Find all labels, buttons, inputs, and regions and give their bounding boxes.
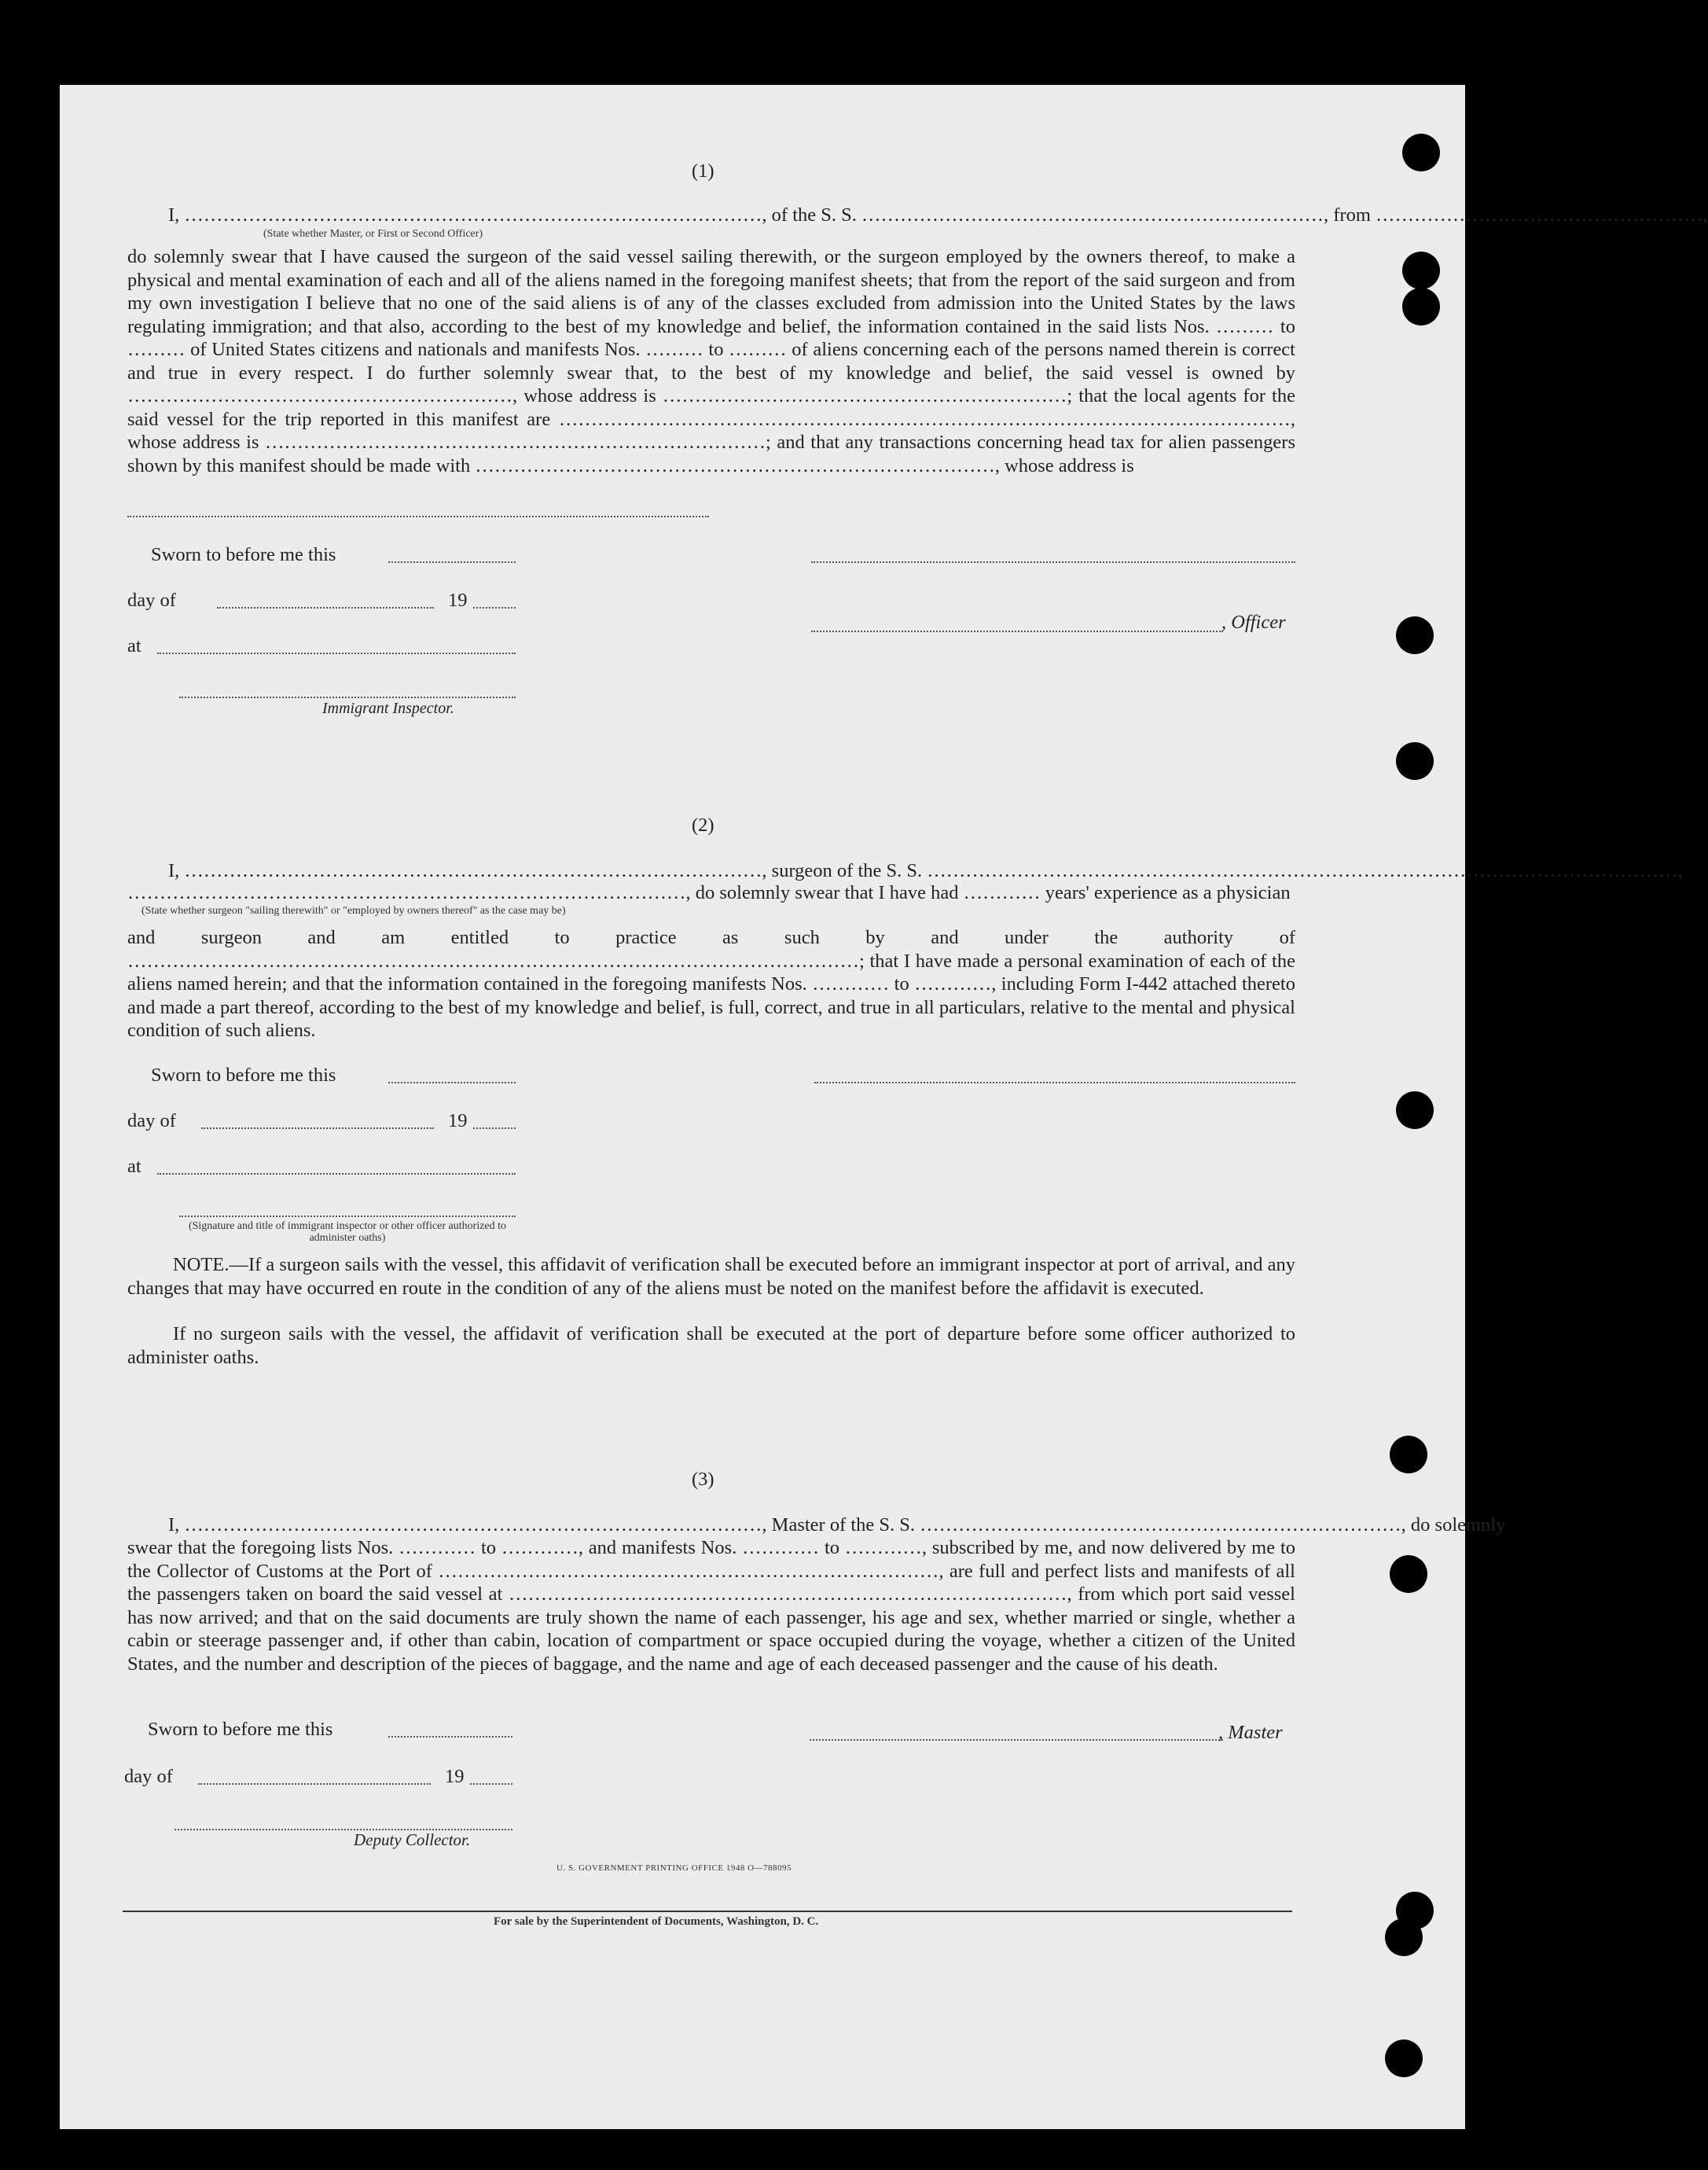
section-3-day-line xyxy=(198,1783,431,1785)
for-sale-notice: For sale by the Superintendent of Documents, Washington, D. C. xyxy=(494,1915,819,1928)
section-1-address-line xyxy=(127,516,709,517)
section-2-year: 19 xyxy=(448,1110,468,1131)
section-1-sworn: Sworn to before me this xyxy=(151,544,336,565)
section-1-at-line xyxy=(157,653,516,654)
section-3-sworn-line xyxy=(388,1736,512,1738)
section-1-officer: , Officer xyxy=(1221,612,1286,633)
section-1-officer-hint: (State whether Master, or First or Second Officer) xyxy=(263,228,483,240)
footer-rule xyxy=(123,1911,1292,1912)
section-2-year-line xyxy=(473,1127,516,1129)
section-2-at-line xyxy=(157,1173,516,1175)
section-2-signature-line xyxy=(814,1082,1295,1083)
section-2-day-of: day of xyxy=(127,1110,176,1131)
punch-hole xyxy=(1402,288,1440,326)
printing-office-imprint: U. S. GOVERNMENT PRINTING OFFICE 1948 O—788095 xyxy=(556,1863,792,1873)
section-3-line1: I, ………………………………………………………………………………, Master of the S. S. …………………………………………………………………, do solemnly xyxy=(168,1514,1506,1536)
section-2-line1: I, ………………………………………………………………………………, surgeon of the S. S. ………………………………………………………………………………………………………, xyxy=(168,860,1683,881)
section-3-year: 19 xyxy=(445,1766,465,1787)
punch-hole xyxy=(1390,1436,1427,1473)
section-1-day-line xyxy=(217,607,434,609)
section-1-day-of: day of xyxy=(127,590,176,611)
section-1-year-line xyxy=(473,607,516,609)
section-1-year: 19 xyxy=(448,590,468,611)
section-3-sworn: Sworn to before me this xyxy=(148,1719,333,1740)
punch-hole xyxy=(1385,2039,1423,2077)
section-1-inspector: Immigrant Inspector. xyxy=(322,700,454,717)
punch-hole xyxy=(1402,134,1440,171)
section-2-number: (2) xyxy=(692,815,714,836)
section-2-line2: ……………………………………………………………………………, do solemnly swear that I have had ………… years' experience as a physician xyxy=(127,882,1291,903)
section-1-officer-line xyxy=(811,631,1223,632)
punch-hole xyxy=(1396,1091,1434,1129)
section-2-sworn-line xyxy=(388,1082,516,1083)
section-1-at: at xyxy=(127,635,141,657)
section-1-body: do solemnly swear that I have caused the surgeon of the said vessel sailing therewith, or the surgeon employed by the owners thereof, to make a physical and mental examination of each and all of the aliens named in the foregoing manifest sheets; that from the report of the said surgeon and from my own investigation I believe that no one of the said aliens is of any of the classes excluded from admission into the United States by the laws regulating immigration; and that also, according to the best of my knowledge and belief, the information contained in the said lists Nos. ……… to ……… of United States citizens and nationals and manifests Nos. ……… to ……… of aliens concerning each of the persons named therein is correct and true in every respect. I do further solemnly swear that, to the best of my knowledge and belief, the said vessel is owned by ……………………………………………………, whose address is ………………………………………………………; that the local agents for the said vessel for the trip reported in this manifest are ……………………………………………………………………………………………………, whose address is ……………………………………………………………………; and that any transactions concerning head tax for alien passengers shown by this manifest should be made with ………………………………………………………………………, whose address is xyxy=(127,246,1295,476)
section-2-at: at xyxy=(127,1156,141,1177)
section-2-sworn: Sworn to before me this xyxy=(151,1065,336,1086)
section-1-line1: I, ………………………………………………………………………………, of the S. S. ………………………………………………………………, from ……………………………………………, xyxy=(168,204,1708,226)
section-2-inspector-line xyxy=(179,1216,516,1217)
punch-hole xyxy=(1396,742,1434,780)
section-1-inspector-line xyxy=(179,697,516,698)
section-3-day-of: day of xyxy=(124,1766,173,1787)
section-2-signature-hint: (Signature and title of immigrant inspector or other officer authorized to administer oaths) xyxy=(188,1220,507,1244)
section-3-master: , Master xyxy=(1218,1722,1283,1743)
section-1-sworn-line xyxy=(388,561,516,563)
section-3-master-line xyxy=(810,1739,1223,1741)
section-3-collector: Deputy Collector. xyxy=(354,1830,471,1849)
punch-hole xyxy=(1402,252,1440,289)
section-2-surgeon-hint: (State whether surgeon "sailing therewith" or "employed by owners thereof" as the case may be) xyxy=(141,905,566,917)
punch-hole xyxy=(1396,616,1434,654)
section-2-note: NOTE.—If a surgeon sails with the vessel, this affidavit of verification shall be executed before an immigrant inspector at port of arrival, and any changes that may have occurred en route in the condition of any of the aliens must be noted on the manifest before the affidavit is executed. xyxy=(127,1254,1295,1299)
punch-hole xyxy=(1390,1555,1427,1593)
section-2-body: and surgeon and am entitled to practice as such by and under the authority of ……………………………………………………………………………………………………; that I have made a personal examination of each of the aliens named herein; and that the information contained in the foregoing manifests Nos. ………… to …………, including Form I-442 attached thereto and made a part thereof, according to the best of my knowledge and belief, is full, correct, and true in all particulars, relative to the mental and physical condition of such aliens. xyxy=(127,927,1295,1041)
section-2-note2: If no surgeon sails with the vessel, the affidavit of verification shall be executed at the port of departure before some officer authorized to administer oaths. xyxy=(127,1323,1295,1368)
section-1-signature-line xyxy=(811,561,1295,563)
section-3-body: swear that the foregoing lists Nos. ………… to …………, and manifests Nos. ………… to …………, subscribed by me, and now delivered by me to the Collector of Customs at the Port of ……………………………………………………………………, are full and perfect lists and manifests of all the passengers taken on board the said vessel at ……………………………………………………………………………, from which port said vessel has now arrived; and that on the said documents are truly shown the name of each passenger, his age and sex, whether married or single, whether a cabin or steerage passenger and, if other than cabin, location of compartment or space occupied during the voyage, whether a citizen of the United States, and the number and description of the pieces of baggage, and the name and age of each deceased passenger and the cause of his death. xyxy=(127,1537,1295,1675)
punch-hole xyxy=(1385,1918,1423,1956)
section-1-number: (1) xyxy=(692,160,714,182)
section-3-year-line xyxy=(470,1783,512,1785)
section-2-day-line xyxy=(201,1127,434,1129)
section-3-number: (3) xyxy=(692,1469,714,1490)
